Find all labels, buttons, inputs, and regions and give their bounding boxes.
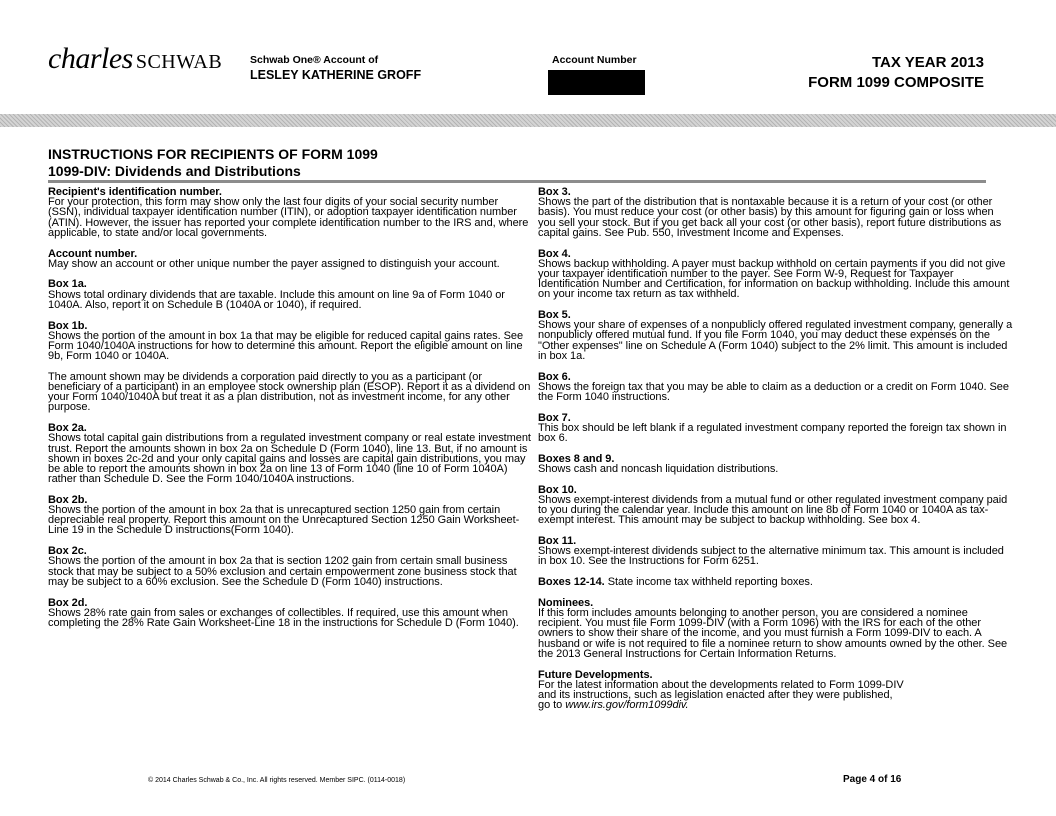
section-future-developments — [538, 670, 1014, 711]
section-body: This box should be left blank if a regulated investment company reported the foreign tax shown in box 6. — [538, 421, 1007, 445]
section-box-1b — [48, 321, 532, 362]
section-body: Shows the portion of the amount in box 2a that is unrecaptured section 1250 gain from certain depreciable real property. Report this amount on the Unrecaptured Section 1250 Gain Worksheet-Line 19 in the Schedule D instructions(Form 1040). — [48, 504, 520, 537]
section-body: If this form includes amounts belonging to another person, you are considered a nominee recipient. You must file Form 1099-DIV (with a Form 1096) with the IRS for each of the other owners to show their share of the income, and you must furnish a Form 1099-DIV to each. A husband or wife is not required to file a nominee return to show amounts owned by the other. See the 2013 General Instructions for Certain Information Returns. — [538, 607, 1008, 660]
section-box-10 — [538, 485, 1014, 526]
section-heading: Box 2b. — [48, 493, 88, 506]
section-box-2d — [48, 598, 532, 629]
section-title: 1099-DIV: Dividends and Distributions — [48, 163, 301, 179]
section-boxes-12-14 — [538, 577, 1014, 587]
left-column — [48, 187, 532, 639]
section-box-3 — [538, 187, 1014, 238]
section-heading: Nominees. — [538, 596, 594, 609]
section-heading: Box 6. — [538, 370, 571, 383]
footer-copyright: © 2014 Charles Schwab & Co., Inc. All rights reserved. Member SIPC. (0114-0018) — [148, 777, 406, 784]
account-of-label: Schwab One® Account of — [250, 54, 379, 66]
section-body: Shows exempt-interest dividends subject to the alternative minimum tax. This amount is included in box 10. See the Instructions for Form 6251. — [538, 545, 1004, 568]
section-heading: Boxes 12-14. — [538, 576, 605, 589]
footer-page-number: Page 4 of 16 — [843, 774, 902, 785]
section-heading: Box 2a. — [48, 422, 87, 435]
section-heading: Future Developments. — [538, 668, 653, 681]
section-heading: Box 4. — [538, 247, 571, 260]
section-body: For your protection, this form may show only the last four digits of your social security number (SSN), individual taxpayer identification number (ITIN), or adoption taxpayer identification number (ATIN). However, the issuer has reported your complete identification number to the IRS and, where applicable, to state and/or local governments. — [48, 196, 529, 239]
section-body: Shows backup withholding. A payer must backup withhold on certain payments if you did not give your taxpayer identification number to the payer. See Form W-9, Request for Taxpayer Identification Number and Certification, for information on backup withholding. Include this amount on your income tax return as tax withheld. — [538, 257, 1010, 301]
section-heading: Box 2c. — [48, 545, 87, 558]
right-column — [538, 187, 1014, 721]
schwab-logo — [48, 44, 222, 74]
account-holder-name: LESLEY KATHERINE GROFF — [250, 68, 422, 82]
instructions-title: INSTRUCTIONS FOR RECIPIENTS OF FORM 1099 — [48, 146, 378, 162]
section-box-7 — [538, 413, 1014, 444]
section-body: Shows the foreign tax that you may be able to claim as a deduction or a credit on Form 1040. See the Form 1040 instructions. — [538, 380, 1009, 403]
section-body: Shows the portion of the amount in box 1a that may be eligible for reduced capital gains rates. See Form 1040/1040A instructions for how to determine this amount. Report the eligible amount on line 9b, Form 1040 or 1040A. — [48, 329, 524, 363]
section-body: The amount shown may be dividends a corporation paid directly to you as a participant (or beneficiary of a participant) in an employee stock ownership plan (ESOP). Report it as a dividend on your Form 1040/1040A but treat it as a plan distribution, not as investment income, for any other purpose. — [48, 370, 531, 414]
logo-script-text: charles — [48, 42, 133, 75]
section-recipient-id — [48, 187, 532, 238]
section-box-4 — [538, 249, 1014, 300]
section-body: Shows the portion of the amount in box 2a that is section 1202 gain from certain small business stock that may be subject to a 50% exclusion and certain empowerment zone business stock that may be subject to a 60% exclusion. See the Schedule D (Form 1040) instructions. — [48, 555, 517, 588]
section-heading: Box 3. — [538, 186, 571, 198]
section-body: May show an account or other unique number the payer assigned to distinguish your account. — [48, 257, 500, 270]
future-line-3-prefix: go to — [538, 699, 566, 712]
section-heading: Boxes 8 and 9. — [538, 452, 615, 465]
section-boxes-8-9 — [538, 454, 1014, 474]
section-heading: Box 11. — [538, 534, 577, 547]
header-hatch-band — [0, 114, 1056, 127]
section-box-2c — [48, 546, 532, 587]
account-number-redaction — [548, 70, 645, 95]
section-box-2b — [48, 495, 532, 536]
logo-caps-text: SCHWAB — [135, 51, 223, 73]
section-heading: Recipient's identification number. — [48, 186, 222, 198]
section-body: Shows total ordinary dividends that are taxable. Include this amount on line 9a of Form 1040 or 1040A. Also, report it on Schedule B (1040A or 1040), if required. — [48, 288, 505, 311]
section-account-number — [48, 249, 532, 269]
section-heading: Box 2d. — [48, 596, 88, 609]
section-box-11 — [538, 536, 1014, 567]
title-rule — [48, 180, 986, 183]
account-number-label: Account Number — [552, 54, 637, 66]
section-heading: Box 10. — [538, 483, 577, 496]
section-esop-note — [48, 372, 532, 413]
section-box-1a — [48, 279, 532, 310]
section-body: Shows your share of expenses of a nonpublicly offered regulated investment company, generally a nonpublicly offered mutual fund. If you file Form 1040, you may deduct these expenses on the "Other expenses" line on Schedule A (Form 1040) subject to the 2% limit. This amount is included in box 1a. — [538, 319, 1013, 362]
section-heading: Box 1b. — [48, 319, 88, 332]
irs-url-link[interactable]: www.irs.gov/form1099div. — [565, 699, 689, 712]
future-line-2: and its instructions, such as legislation enacted after they were published, — [538, 688, 893, 701]
section-body: Shows cash and noncash liquidation distributions. — [538, 462, 779, 475]
section-heading: Box 5. — [538, 309, 571, 322]
section-body: Shows total capital gain distributions from a regulated investment company or real estate investment trust. Report the amounts shown in box 2a on Schedule D (Form 1040), line 13. But, if no amount is shown in boxes 2c-2d and your only capital gains and losses are capital gain distributions, you may be able to report the amounts shown in box 2a on line 13 of Form 1040 (line 10 of Form 1040A) rather than Schedule D. See the Form 1040/1040A instructions. — [48, 432, 531, 486]
section-heading: Box 7. — [538, 411, 571, 424]
section-heading: Box 1a. — [48, 278, 87, 291]
section-box-6 — [538, 372, 1014, 403]
section-nominees — [538, 598, 1014, 659]
future-line-1: For the latest information about the developments related to Form 1099-DIV — [538, 678, 904, 691]
tax-year: TAX YEAR 2013 — [872, 54, 984, 71]
section-box-5 — [538, 310, 1014, 361]
section-body: State income tax withheld reporting boxes. — [607, 576, 813, 589]
section-body: Shows 28% rate gain from sales or exchanges of collectibles. If required, use this amount when completing the 28% Rate Gain Worksheet-Line 18 in the instructions for Schedule D (Form 1040). — [48, 606, 519, 629]
section-box-2a — [48, 423, 532, 484]
section-body: Shows the part of the distribution that is nontaxable because it is a return of your cost (or other basis). You must reduce your cost (or other basis) by this amount for figuring gain or loss when you sell your stock. But if you get back all your cost (or other basis), report future distributions as capital gains. See Pub. 550, Investment Income and Expenses. — [538, 196, 1002, 239]
section-body: Shows exempt-interest dividends from a mutual fund or other regulated investment company paid to you during the calendar year. Include this amount on line 8b of Form 1040 or 1040A as tax-exempt interest. This amount may be subject to backup withholding. See box 4. — [538, 493, 1008, 527]
section-heading: Account number. — [48, 247, 138, 260]
form-title: FORM 1099 COMPOSITE — [808, 74, 984, 91]
